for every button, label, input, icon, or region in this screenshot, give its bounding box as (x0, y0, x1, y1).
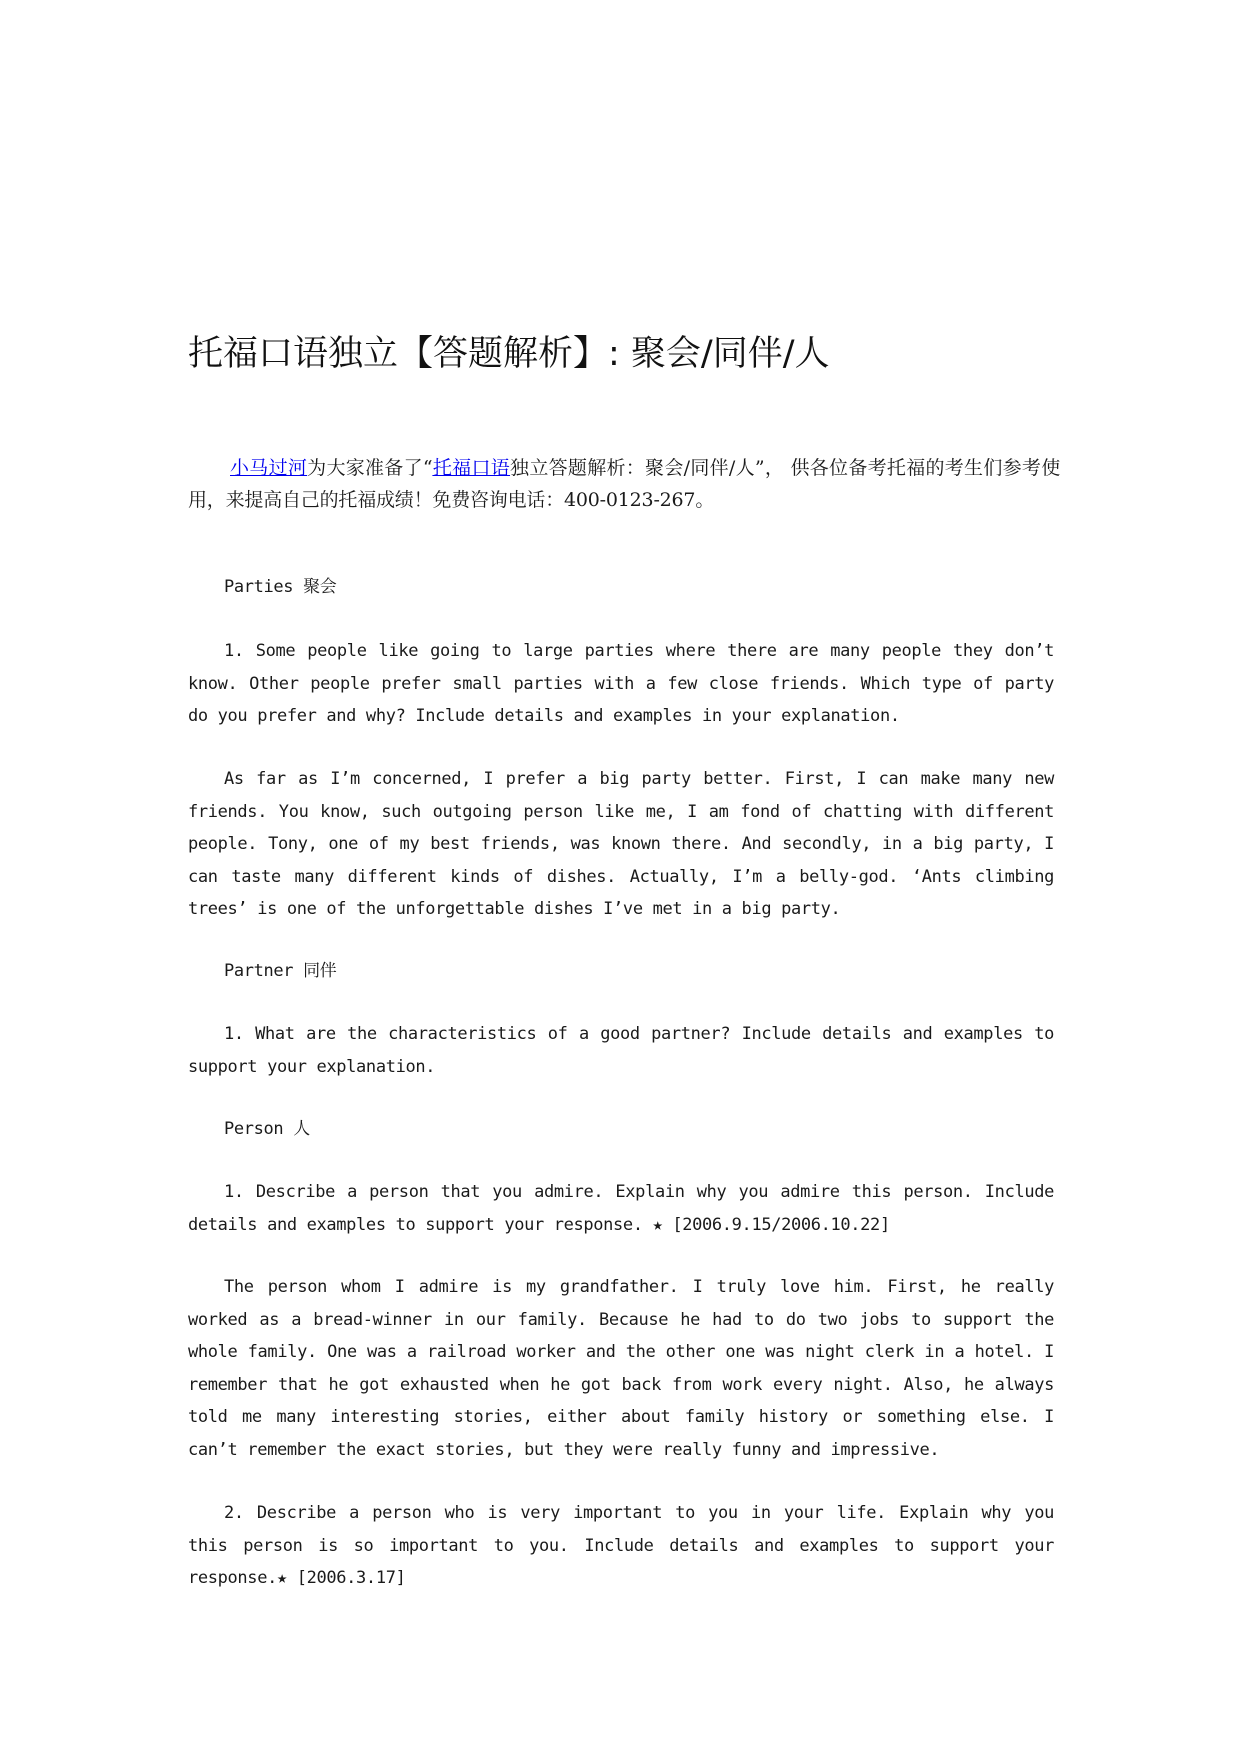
section-heading-parties: Parties 聚会 (224, 577, 337, 597)
parties-question: 1. Some people like going to large parties where there are many people they don’t know. Other people prefer small parties with a few close friends. Which type of party do you prefer and why? Include details and examples in your explanation. (188, 641, 1054, 726)
person-answer-1: The person whom I admire is my grandfather. I truly love him. First, he really worked as a bread-winner in our family. Because he had to do two jobs to support the whole family. One was a railroad worker and the other one was night clerk in a hotel. I remember that he got exhausted when he got back from work every night. Also, he always told me many interesting stories, either about family history or something else. I can’t remember the exact stories, but they were really funny and impressive. (188, 1277, 1054, 1460)
intro-text-2: 独立答题解析：聚会/同伴/人”， 供各位备考托福的考生们参考使用，来提高自己的托福成绩！免费咨询电话：400-0123-267。 (188, 457, 1061, 511)
intro-paragraph (188, 452, 1060, 516)
section-heading-partner: Partner 同伴 (224, 961, 337, 981)
xiaoma-link[interactable]: 小马过河 (230, 457, 308, 479)
person-question-2: 2. Describe a person who is very important to you in your life. Explain why you this person is so important to you. Include details and examples to support your response.★ [2006.3.17] (188, 1503, 1054, 1588)
parties-answer: As far as I’m concerned, I prefer a big party better. First, I can make many new friends. You know, such outgoing person like me, I am fond of chatting with different people. Tony, one of my best friends, was known there. And secondly, in a big party, I can taste many different kinds of dishes. Actually, I’m a belly-god. ‘Ants climbing trees’ is one of the unforgettable dishes I’ve met in a big party. (188, 769, 1054, 919)
partner-question: 1. What are the characteristics of a good partner? Include details and examples to support your explanation. (188, 1024, 1054, 1077)
page-title: 托福口语独立【答题解析】: 聚会/同伴/人 (188, 334, 830, 374)
toefl-speaking-link[interactable]: 托福口语 (432, 457, 511, 479)
section-heading-person: Person 人 (224, 1119, 310, 1139)
intro-text-1: 为大家准备了“ (307, 457, 433, 479)
person-question-1: 1. Describe a person that you admire. Explain why you admire this person. Include details and examples to support your response. ★ [2006.9.15/2006.10.22] (188, 1182, 1054, 1235)
